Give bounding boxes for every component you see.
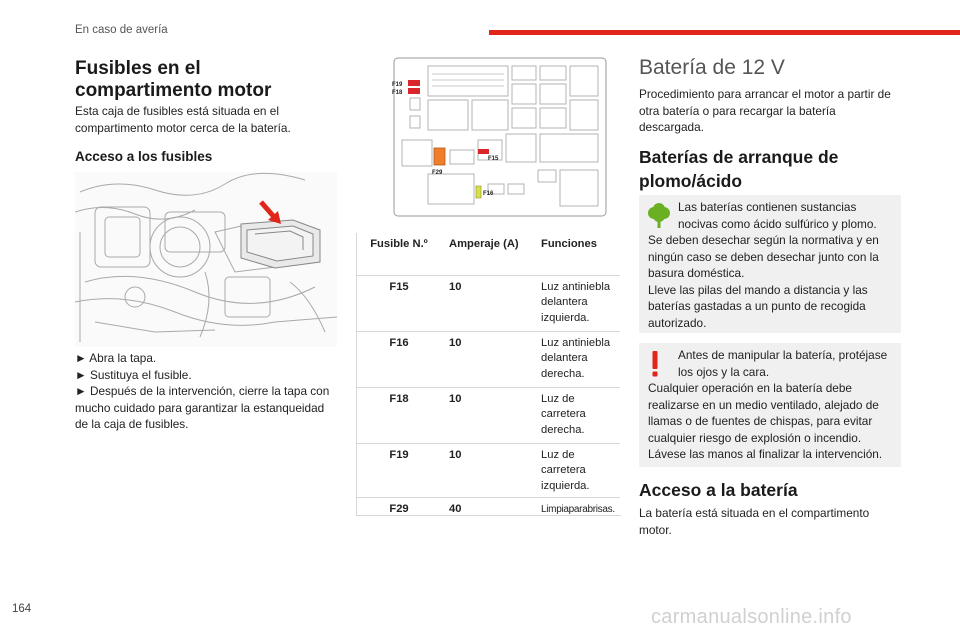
warning-note <box>639 343 901 467</box>
watermark: carmanualsonline.info <box>651 606 852 628</box>
section-header: En caso de avería <box>75 24 168 36</box>
table-row <box>356 275 620 331</box>
step-item: ► Abra la tapa. <box>75 351 157 365</box>
fuse-label-f19: F19 <box>392 82 403 88</box>
exclamation-icon <box>650 351 660 377</box>
table-cell: 10 <box>449 392 462 405</box>
table-header-row <box>356 233 620 275</box>
table-cell: 10 <box>449 448 462 461</box>
table-cell: Luz de carretera derecha. <box>541 392 586 436</box>
note-text: Cualquier operación en la batería debe realizarse en un medio ventilado, alejado de llamas o de fuentes de chispas, para evitar cualquier riesgo de explosión o incendio. <box>648 381 879 445</box>
table-cell: 10 <box>449 336 462 349</box>
table-cell: 10 <box>449 280 462 293</box>
fuse-label-f16: F16 <box>483 191 494 197</box>
column-header: Fusible N.º <box>370 238 428 250</box>
fuses-intro: Esta caja de fusibles está situada en el compartimento motor cerca de la batería. <box>75 104 291 135</box>
note-text: Lleve las pilas del mando a distancia y las baterías gastadas a un punto de recogida autorizado. <box>648 282 868 330</box>
fuses-access-title: Acceso a los fusibles <box>75 149 213 164</box>
table-cell: F19 <box>389 448 409 461</box>
note-text: Antes de manipular la batería, protéjase los ojos y la cara. <box>678 348 888 379</box>
table-cell: F18 <box>389 392 409 405</box>
table-cell: 40 <box>449 502 462 515</box>
column-header: Funciones <box>541 238 597 250</box>
table-row <box>356 443 620 497</box>
battery-title: Batería de 12 V <box>639 56 785 79</box>
fuse-box-diagram <box>388 54 612 220</box>
fuse-table <box>356 233 620 523</box>
tree-icon <box>647 203 671 229</box>
note-text: Se deben desechar según la normativa y en ningún caso se deben desechar junto con la basura doméstica. <box>648 233 879 280</box>
fuses-steps <box>75 350 340 433</box>
environment-note <box>639 195 901 333</box>
battery-access-text: La batería está situada en el compartimento motor. <box>639 506 870 537</box>
table-row <box>356 387 620 443</box>
step-item: ► Después de la intervención, cierre la tapa con mucho cuidado para garantizar la estanqueidad de la caja de fusibles. <box>75 384 330 431</box>
table-cell: F16 <box>389 336 409 349</box>
fuse-label-f15: F15 <box>488 156 499 162</box>
note-text: Las baterías contienen sustancias nocivas como ácido sulfúrico y plomo. <box>678 200 877 231</box>
battery-intro: Procedimiento para arrancar el motor a partir de otra batería o para recargar la batería descargada. <box>639 87 891 134</box>
table-cell: Luz antiniebla delantera derecha. <box>541 336 611 380</box>
table-cell: F15 <box>389 280 409 293</box>
accent-bar <box>489 30 960 35</box>
table-row <box>356 497 620 523</box>
note-text: Lávese las manos al finalizar la intervención. <box>648 447 883 461</box>
fuse-label-f29: F29 <box>432 170 443 176</box>
battery-access-title: Acceso a la batería <box>639 480 798 500</box>
fuse-label-f18: F18 <box>392 90 403 96</box>
table-row <box>356 331 620 387</box>
engine-bay-illustration <box>75 172 337 347</box>
fuses-title: Fusibles en el compartimento motor <box>75 58 272 101</box>
step-item: ► Sustituya el fusible. <box>75 367 192 382</box>
table-cell: F29 <box>389 502 409 515</box>
table-cell: Luz antiniebla delantera izquierda. <box>541 280 611 324</box>
page-number: 164 <box>12 603 32 615</box>
table-cell: Luz de carretera izquierda. <box>541 448 590 492</box>
column-header: Amperaje (A) <box>449 238 519 250</box>
battery-subtitle: Baterías de arranque de plomo/ácido <box>639 147 839 191</box>
table-cell: Limpiaparabrisas. <box>541 503 615 515</box>
